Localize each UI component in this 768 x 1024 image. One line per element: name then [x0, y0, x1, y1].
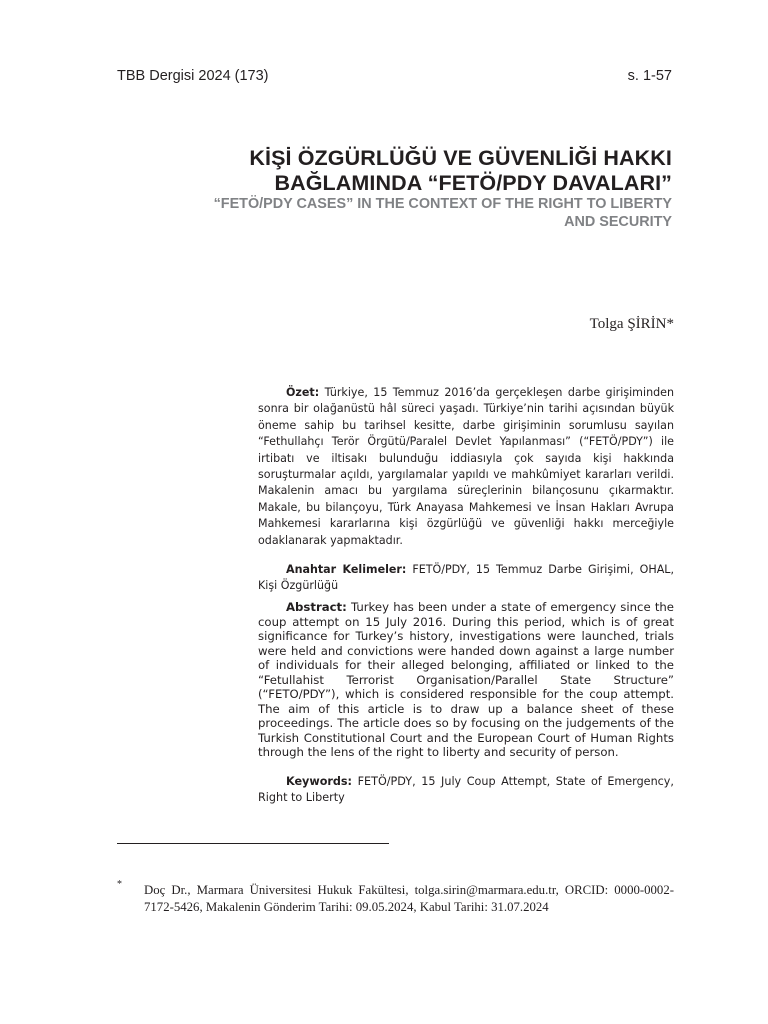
- anahtar-paragraph: [258, 562, 674, 595]
- page-range: s. 1-57: [627, 68, 672, 84]
- keywords-section: [258, 774, 674, 806]
- ozet-paragraph: [258, 385, 674, 549]
- keywords-label: Keywords:: [286, 775, 353, 788]
- title-turkish-line-1: KİŞİ ÖZGÜRLÜĞÜ VE GÜVENLİĞİ HAKKI: [249, 146, 672, 170]
- keywords-text: FETÖ/PDY, 15 July Coup Attempt, State of Emergency, Right to Liberty: [258, 775, 674, 804]
- title-turkish-line-2: BAĞLAMINDA “FETÖ/PDY DAVALARI”: [274, 171, 672, 195]
- abstract-section: [258, 600, 674, 760]
- anahtar-label: Anahtar Kelimeler:: [286, 563, 407, 576]
- abstract-label: Abstract:: [286, 600, 347, 614]
- journal-header: TBB Dergisi 2024 (173): [117, 68, 269, 84]
- keywords-paragraph: [258, 774, 674, 806]
- ozet-section: [258, 385, 674, 549]
- footnote-mark: *: [117, 879, 122, 890]
- abstract-paragraph: [258, 600, 674, 760]
- title-english-line-1: “FETÖ/PDY CASES” IN THE CONTEXT OF THE RIGHT TO LIBERTY: [213, 196, 672, 212]
- author-name: Tolga ŞİRİN*: [589, 316, 674, 332]
- footnote-text: Doç Dr., Marmara Üniversitesi Hukuk Fakültesi, tolga.sirin@marmara.edu.tr, ORCID: 0000-0002-7172-5426, Makalenin Gönderim Tarihi: 09.05.2024, Kabul Tarihi: 31.07.2024: [144, 883, 674, 914]
- anahtar-kelimeler-section: [258, 562, 674, 595]
- footnote-divider: [117, 843, 389, 844]
- anahtar-text: FETÖ/PDY, 15 Temmuz Darbe Girişimi, OHAL, Kişi Özgürlüğü: [258, 563, 674, 593]
- ozet-text: Türkiye, 15 Temmuz 2016’da gerçekleşen darbe girişiminden sonra bir olağanüstü hâl süreci yaşadı. Türkiye’nin tarihi açısından büyük öneme sahip bu tarihsel kesitte, darbe girişiminin sorumlusu sayılan “Fethullahçı Terör Örgütü/Paralel Devlet Yapılanması” (“FETÖ/PDY”) ile irtibatı ve iltisakı bulunduğu iddiasıyla çok sayıda kişi hakkında soruşturmalar açıldı, yargılamalar yapıldı ve mahkûmiyet kararları verildi. Makalenin amacı bu yargılama süreçlerinin bilançosunu çıkarmaktır. Makale, bu bilançoyu, Türk Anayasa Mahkemesi ve İnsan Hakları Avrupa Mahkemesi kararlarına kişi özgürlüğü ve güvenliği hakkı merceğiyle odaklanarak yapmaktadır.: [258, 386, 675, 547]
- ozet-label: Özet:: [286, 386, 320, 399]
- abstract-text: Turkey has been under a state of emergency since the coup attempt on 15 July 2016. During this period, which is of great significance for Turkey’s history, investigations were launched, trials were held and convictions were handed down against a large number of individuals for their alleged belonging, affiliated or linked to the “Fetullahist Terrorist Organisation/Parallel State Structure” (“FETO/PDY”), which is considered responsible for the coup attempt. The aim of this article is to draw up a balance sheet of these proceedings. The article does so by focusing on the judgements of the Turkish Constitutional Court and the European Court of Human Rights through the lens of the right to liberty and security of person.: [258, 600, 674, 760]
- title-block: [112, 146, 672, 231]
- title-english-line-2: AND SECURITY: [564, 213, 672, 230]
